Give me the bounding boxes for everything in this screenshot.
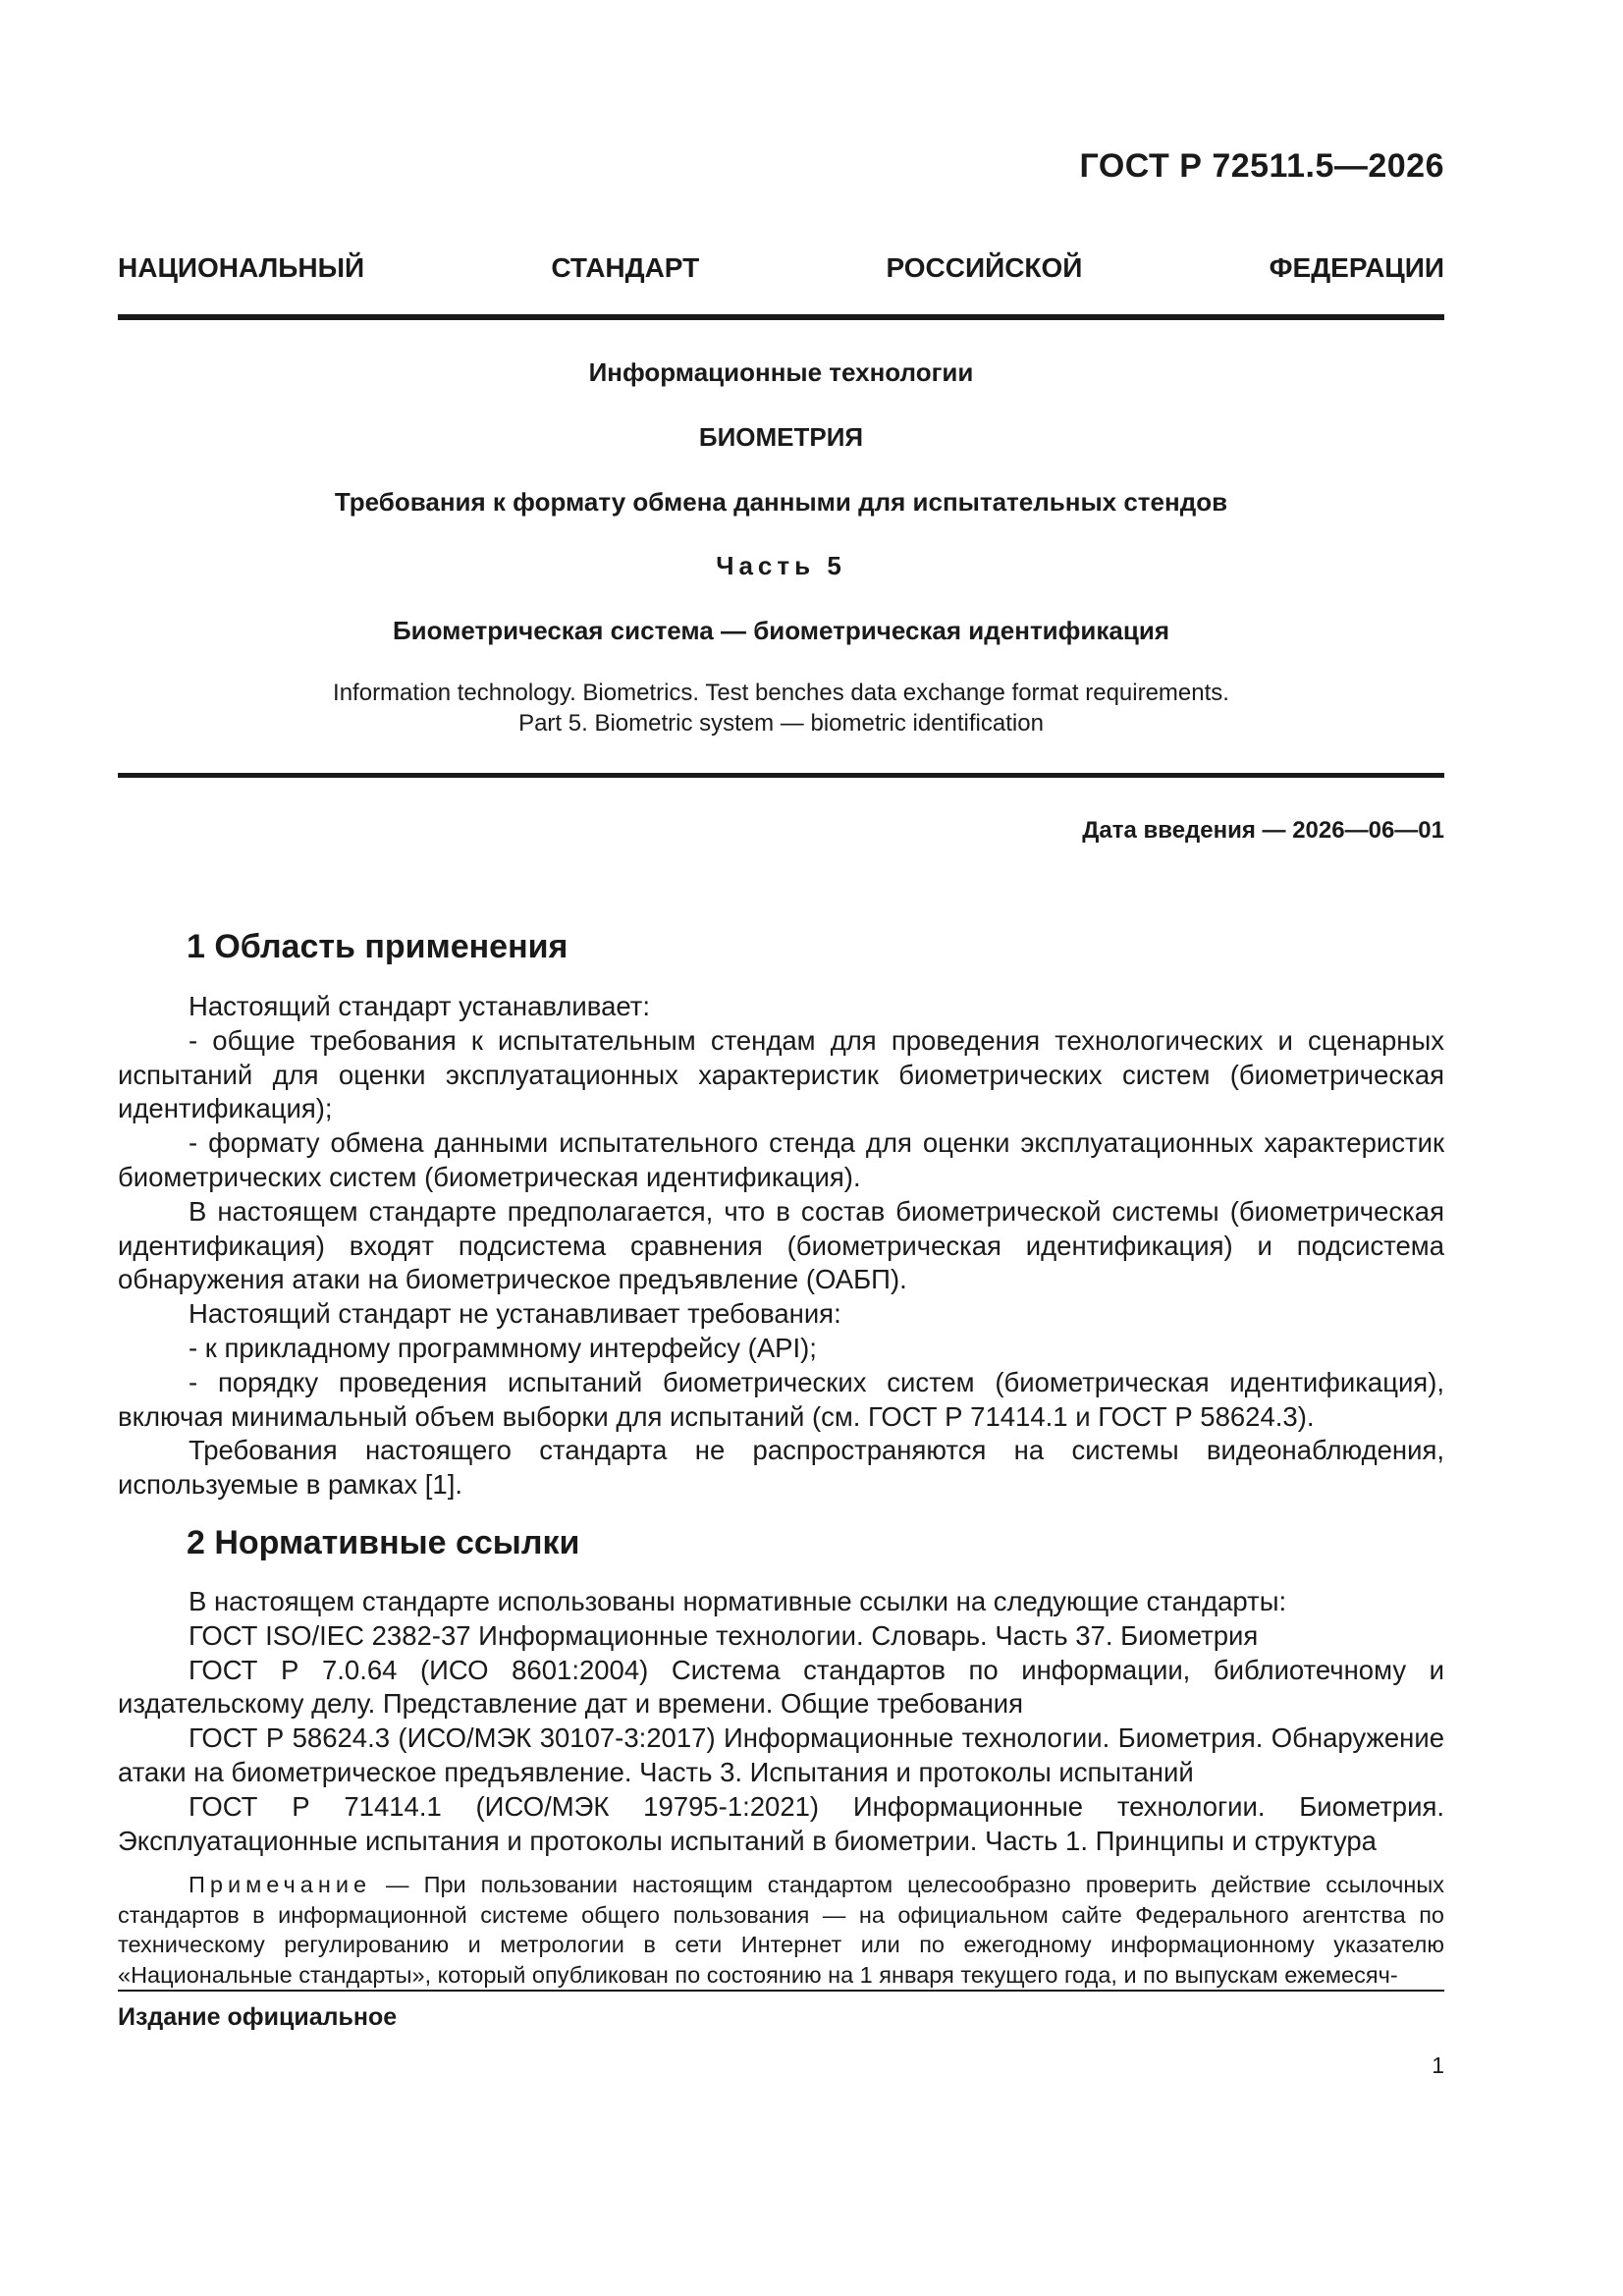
reference-item: ГОСТ Р 71414.1 (ИСО/МЭК 19795-1:2021) Информационные технологии. Биометрия. Эксплуатационные испытания и протоколы испытаний в биометрии. Часть 1. Принципы и структура — [118, 1790, 1444, 1856]
paragraph: Требования настоящего стандарта не распространяются на системы видеонаблюдения, используемые в рамках [1]. — [118, 1435, 1444, 1501]
title-line-2: БИОМЕТРИЯ — [698, 422, 864, 452]
title-line-1: Информационные технологии — [588, 357, 974, 387]
note-label: Примечание — [189, 1872, 372, 1897]
note — [118, 1870, 1444, 1990]
note-text: — При пользовании настоящим стандартом целесообразно проверить действие ссылочных стандартов в информационной системе общего пользования — на официальном сайте Федерального агентства по техническому регулированию и метрологии в сети Интернет или по ежегодному информационному указателю «Национальные стандарты», который опубликован по состоянию на 1 января текущего года, и по выпускам ежемесяч- — [118, 1872, 1444, 1988]
paragraph: В настоящем стандарте предполагается, что в состав биометрической системы (биометрическая идентификация) входят подсистема сравнения (биометрическая идентификация) и подсистема обнаружения атаки на биометрическое предъявление (ОАБП). — [118, 1195, 1444, 1295]
paragraph: В настоящем стандарте использованы нормативные ссылки на следующие стандарты: — [189, 1586, 1287, 1616]
top-rule — [118, 314, 1444, 320]
reference-item: ГОСТ Р 7.0.64 (ИСО 8601:2004) Система стандартов по информации, библиотечному и издательскому делу. Представление дат и времени. Общие требования — [118, 1654, 1444, 1720]
paragraph: Настоящий стандарт устанавливает: — [189, 991, 650, 1021]
section-2-heading: 2 Нормативные ссылки — [187, 1524, 580, 1561]
title-line-3: Требования к формату обмена данными для испытательных стендов — [334, 487, 1228, 517]
title-part: Часть 5 — [716, 551, 846, 580]
english-title-1: Information technology. Biometrics. Test benches data exchange format requirements. — [333, 680, 1229, 706]
paragraph: - порядку проведения испытаний биометрических систем (биометрическая идентификация), включая минимальный объем выборки для испытаний (см. ГОСТ Р 71414.1 и ГОСТ Р 58624.3). — [118, 1366, 1444, 1432]
reference-item: ГОСТ Р 58624.3 (ИСО/МЭК 30107-3:2017) Информационные технологии. Биометрия. Обнаружение атаки на биометрическое предъявление. Часть 3. Испытания и протоколы испытаний — [118, 1722, 1444, 1787]
section-2-body — [118, 1585, 1444, 1858]
title-bottom-rule — [118, 773, 1444, 778]
official-edition: Издание официальное — [118, 2003, 398, 2031]
page-number: 1 — [1432, 2052, 1444, 2078]
paragraph: - общие требования к испытательным стендам для проведения технологических и сценарных испытаний для оценки эксплуатационных характеристик биометрических систем (биометрическая идентификация); — [118, 1024, 1444, 1124]
paragraph: - к прикладному программному интерфейсу (API); — [189, 1332, 817, 1363]
paragraph: Настоящий стандарт не устанавливает требования: — [189, 1298, 841, 1330]
document-code: ГОСТ Р 72511.5—2026 — [1079, 147, 1444, 185]
title-line-5: Биометрическая система — биометрическая идентификация — [392, 616, 1170, 645]
footer-rule — [118, 1990, 1444, 1992]
national-standard-heading: НАЦИОНАЛЬНЫЙ СТАНДАРТ РОССИЙСКОЙ ФЕДЕРАЦИИ — [118, 252, 1444, 283]
section-1-heading: 1 Область применения — [187, 928, 568, 965]
reference-item: ГОСТ ISO/IEC 2382-37 Информационные технологии. Словарь. Часть 37. Биометрия — [189, 1619, 1259, 1651]
english-title-2: Part 5. Biometric system — biometric identification — [518, 710, 1044, 737]
effective-date: Дата введения — 2026—06—01 — [1082, 817, 1444, 844]
section-1-body — [118, 990, 1444, 1503]
paragraph: - формату обмена данными испытательного стенда для оценки эксплуатационных характеристик биометрических систем (биометрическая идентификация). — [118, 1127, 1444, 1192]
